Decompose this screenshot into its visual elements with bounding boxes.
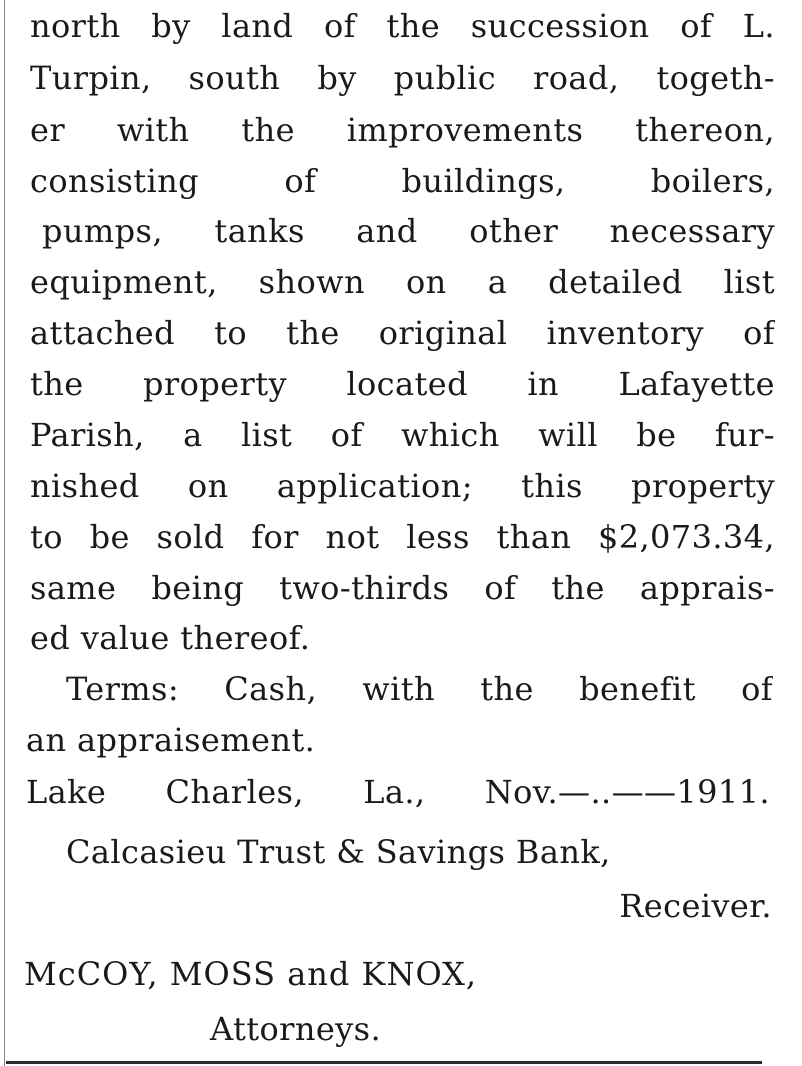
terms-line-2: an appraisement.	[26, 721, 316, 759]
column-divider-rule	[4, 0, 5, 1066]
bottom-rule	[6, 1061, 762, 1064]
body-line-7: attached to the original inventory of	[30, 317, 775, 352]
body-line-2: Turpin, south by public road, togeth-	[30, 62, 775, 97]
bank-role: Receiver.	[619, 887, 772, 925]
body-line-13: ed value thereof.	[30, 619, 311, 657]
body-line-1: north by land of the succession of L.	[30, 10, 775, 45]
terms-line-1: Terms: Cash, with the benefit of	[66, 673, 773, 708]
body-line-3: er with the improvements thereon,	[30, 114, 775, 149]
body-line-11: to be sold for not less than $2,073.34,	[30, 521, 775, 556]
body-line-10: nished on application; this property	[30, 470, 775, 505]
body-line-8: the property located in Lafayette	[30, 368, 775, 403]
body-line-12: same being two-thirds of the apprais-	[30, 572, 775, 607]
body-line-6: equipment, shown on a detailed list	[30, 266, 775, 301]
attorneys-role: Attorneys.	[210, 1010, 382, 1048]
attorneys-names: McCOY, MOSS and KNOX,	[24, 955, 478, 993]
bank-name: Calcasieu Trust & Savings Bank,	[66, 833, 611, 871]
body-line-4: consisting of buildings, boilers,	[30, 165, 775, 200]
body-line-5: pumps, tanks and other necessary	[42, 215, 775, 250]
dateline: Lake Charles, La., Nov.—..——1911.	[26, 776, 770, 811]
body-line-9: Parish, a list of which will be fur-	[30, 419, 775, 454]
